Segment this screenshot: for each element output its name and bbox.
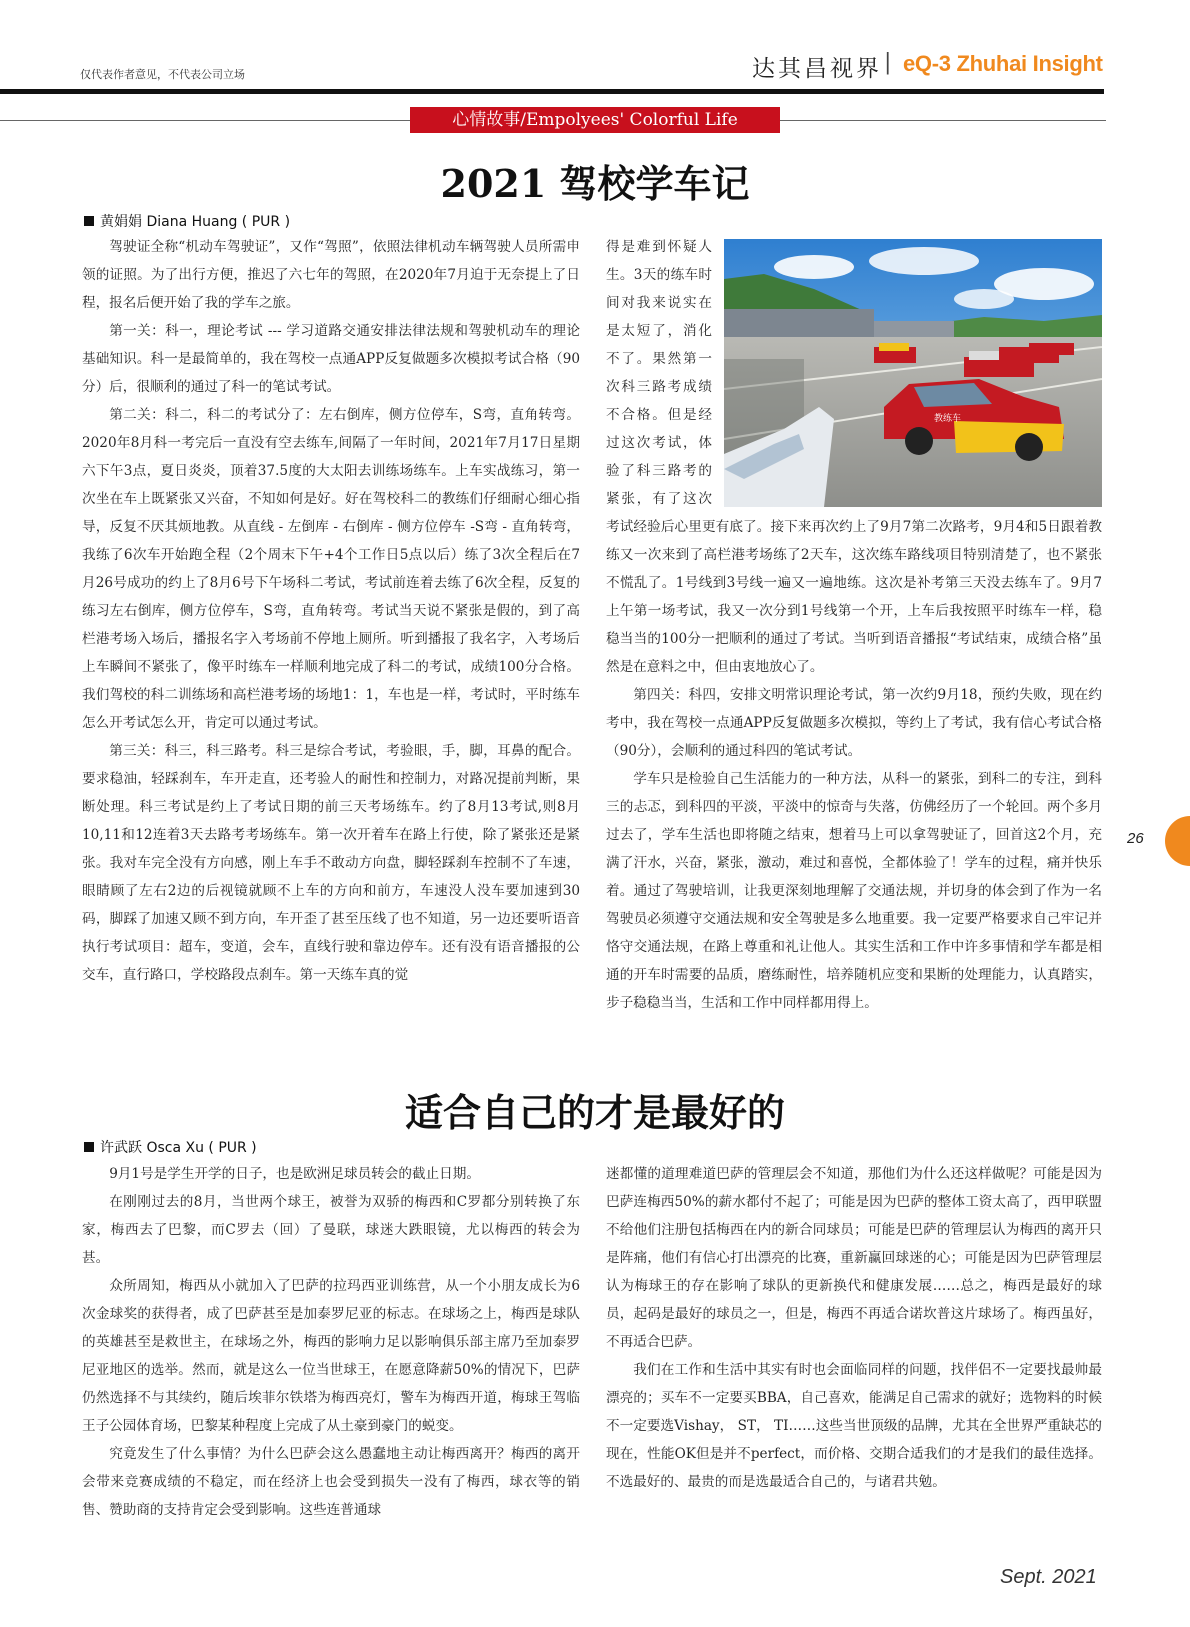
paragraph: 第二关：科二，科二的考试分了：左右倒库，侧方位停车，S弯，直角转弯。2020年8月科一考完后一直没有空去练车,间隔了一年时间，2021年7月17日星期六下午3点，夏日炎炎，顶着37.5度的大太阳去训练场练车。上车实战练习，第一次坐在车上既紧张又兴奋，不知如何是好。好在驾校科二的教练们仔细耐心细心指导，反复不厌其烦地教。从直线 - 左倒库 - 右倒库 - 侧方位停车 -S弯 - 直角转弯，我练了6次车开始跑全程（2个周末下午+4个工作日5点以后）练了3次全程后在7月26号成功的约上了8月6号下午场科二考试，考试前连着去练了6次全程，反复的练习左右倒库，侧方位停车，S弯，直角转弯。考试当天说不紧张是假的，到了高栏港考场入场后，播报名字入考场前不停地上厕所。听到播报了我名字，入考场后上车瞬间不紧张了，像平时练车一样顺利地完成了科二的考试，成绩100分合格。我们驾校的科二训练场和高栏港考场的场地1：1，车也是一样，考试时，平时练车怎么开考试怎么开，肯定可以通过考试。 (82, 407, 580, 731)
brand-chinese-name: 达其昌视界 (752, 56, 882, 82)
paragraph: 第三关：科三，科三路考。科三是综合考试，考验眼，手，脚，耳鼻的配合。要求稳油，轻踩刹车，车开走直，还考验人的耐性和控制力，对路况提前判断，果断处理。科三考试是约上了考试日期的前三天考场练车。约了8月13考试,则8月10,11和12连着3天去路考考场练车。第一次开着车在路上行使，除了紧张还是紧张。我对车完全没有方向感，刚上车手不敢动方向盘，脚轻踩刹车控制不了车速，眼睛顾了左右2边的后视镜就顾不上车的方向和前方，车速没人没车要加速到30码，脚踩了加速又顾不到方向，车开歪了甚至压线了也不知道，另一边还要听语音执行考试项目：超车，变道，会车，直线行驶和靠边停车。还有没有语音播报的公交车，直行路口，学校路段点刹车。第一天练车真的觉 (82, 743, 580, 983)
page-tab-marker (1165, 816, 1190, 866)
brand-separator: | (884, 50, 892, 75)
article1-author: 黄娟娟 Diana Huang ( PUR ) (100, 214, 291, 230)
paragraph: 第一关：科一，理论考试 --- 学习道路交通安排法律法规和驾驶机动车的理论基础知识。科一是最简单的，我在驾校一点通APP反复做题多次模拟考试合格（90分）后，很顺利的通过了科一的笔试考试。 (82, 323, 580, 395)
paragraph: 我们在工作和生活中其实有时也会面临同样的问题，找伴侣不一定要找最帅最漂亮的；买车不一定要买BBA，自己喜欢，能满足自己需求的就好；选物料的时候不一定要选Vishay， ST， TI……这些当世顶级的品牌，尤其在全世界严重缺芯的现在，性能OK但是并不perfect，而价格、交期合适我们的才是我们的最佳选择。不选最好的、最贵的而是选最适合自己的，与诸君共勉。 (606, 1362, 1102, 1490)
paragraph: 9月1号是学生开学的日子，也是欧洲足球员转会的截止日期。 (109, 1166, 480, 1182)
header-rule (0, 89, 1104, 94)
paragraph: 迷都懂的道理难道巴萨的管理层会不知道，那他们为什么还这样做呢？可能是因为巴萨连梅西50%的薪水都付不起了；可能是因为巴萨的整体工资太高了，西甲联盟不给他们注册包括梅西在内的新合同球员；可能是巴萨的管理层认为梅西的离开只是阵痛，他们有信心打出漂亮的比赛，重新赢回球迷的心；可能是因为巴萨管理层认为梅球王的存在影响了球队的更新换代和健康发展……总之，梅西是最好的球员，起码是最好的球员之一，但是，梅西不再适合诺坎普这片球场了。梅西虽好，不再适合巴萨。 (606, 1166, 1102, 1350)
article2-title: 适合自己的才是最好的 (404, 1090, 785, 1135)
footer-date: Sept. 2021 (1000, 1566, 1097, 1588)
paragraph: 学车只是检验自己生活能力的一种方法，从科一的紧张，到科二的专注，到科三的忐忑，到科四的平淡，平淡中的惊奇与失落，仿佛经历了一个轮回。两个多月过去了，学车生活也即将随之结束，想着马上可以拿驾驶证了，回首这2个月，充满了汗水，兴奋，紧张，激动，难过和喜悦，全都体验了！学车的过程，痛并快乐着。通过了驾驶培训，让我更深刻地理解了交通法规，并切身的体会到了作为一名驾驶员必须遵守交通法规和安全驾驶是多么地重要。我一定要严格要求自己牢记并恪守交通法规，在路上尊重和礼让他人。其实生活和工作中许多事情和学车都是相通的开车时需要的品质，磨练耐性，培养随机应变和果断的处理能力，认真踏实，步子稳稳当当，生活和工作中同样都用得上。 (606, 771, 1102, 1011)
article2-column-left (82, 1160, 580, 1524)
brand-english-name: eQ-3 Zhuhai Insight (903, 51, 1103, 76)
article1-title: 2021 驾校学车记 (440, 161, 750, 206)
article1-column-right (606, 233, 1102, 1017)
article1-column-left (82, 233, 580, 989)
paragraph: 众所周知，梅西从小就加入了巴萨的拉玛西亚训练营，从一个小朋友成长为6次金球奖的获得者，成了巴萨甚至是加泰罗尼亚的标志。在球场之上，梅西是球队的英雄甚至是救世主，在球场之外，梅西的影响力足以影响俱乐部主席乃至加泰罗尼亚地区的选举。然而，就是这么一位当世球王，在愿意降薪50%的情况下，巴萨仍然选择不与其续约，随后埃菲尔铁塔为梅西亮灯，警车为梅西开道，梅球王驾临王子公园体育场，巴黎某种程度上完成了从土豪到豪门的蜕变。 (82, 1278, 580, 1434)
byline-square-icon (84, 216, 94, 226)
paragraph: 第四关：科四，安排文明常识理论考试，第一次约9月18，预约失败，现在约考中，我在驾校一点通APP反复做题多次模拟，等约上了考试，我有信心考试合格（90分），会顺利的通过科四的笔试考试。 (606, 687, 1102, 759)
paragraph: 得是难到怀疑人生。3天的练车时间对我来说实在是太短了，消化不了。果然第一次科三路考成绩不合格。但是经过这次考试，体验了科三路考的紧张，有了这次考试经验后心里更有底了。接下来再次约上了9月7第二次路考，9月4和5日跟着教练又一次来到了高栏港考场练了2天车，这次练车路线项目特别清楚了，也不紧张不慌乱了。1号线到3号线一遍又一遍地练。这次是补考第三天没去练车了。9月7上午第一场考试，我又一次分到1号线第一个开，上车后我按照平时练车一样，稳稳当当的100分一把顺利的通过了考试。当听到语音播报“考试结束，成绩合格”虽然是在意料之中，但由衷地放心了。 (606, 239, 1102, 675)
article1-byline (84, 211, 290, 231)
article2-author: 许武跃 Osca Xu ( PUR ) (100, 1140, 257, 1156)
paragraph: 驾驶证全称“机动车驾驶证”，又作“驾照”，依照法律机动车辆驾驶人员所需申领的证照。为了出行方便，推迟了六七年的驾照，在2020年7月迫于无奈提上了日程，报名后便开始了我的学车之旅。 (82, 239, 580, 311)
paragraph: 在刚刚过去的8月，当世两个球王，被誉为双骄的梅西和C罗都分别转换了东家，梅西去了巴黎，而C罗去（回）了曼联，球迷大跌眼镜，尤以梅西的转会为甚。 (82, 1194, 580, 1266)
paragraph: 究竟发生了什么事情？为什么巴萨会这么愚蠢地主动让梅西离开？梅西的离开会带来竞赛成绩的不稳定，而在经济上也会受到损失一没有了梅西，球衣等的销售、赞助商的支持肯定会受到影响。这些连普通球 (82, 1446, 580, 1518)
section-banner: 心情故事/Empolyees' Colorful Life (410, 107, 780, 133)
disclaimer-text: 仅代表作者意见，不代表公司立场 (80, 68, 245, 81)
driving-school-photo (724, 239, 1102, 507)
byline-square-icon (84, 1142, 94, 1152)
article2-byline (84, 1137, 257, 1157)
car-label: 教练车 (934, 414, 962, 424)
page-number: 26 (1127, 830, 1144, 847)
article2-column-right (606, 1160, 1102, 1496)
